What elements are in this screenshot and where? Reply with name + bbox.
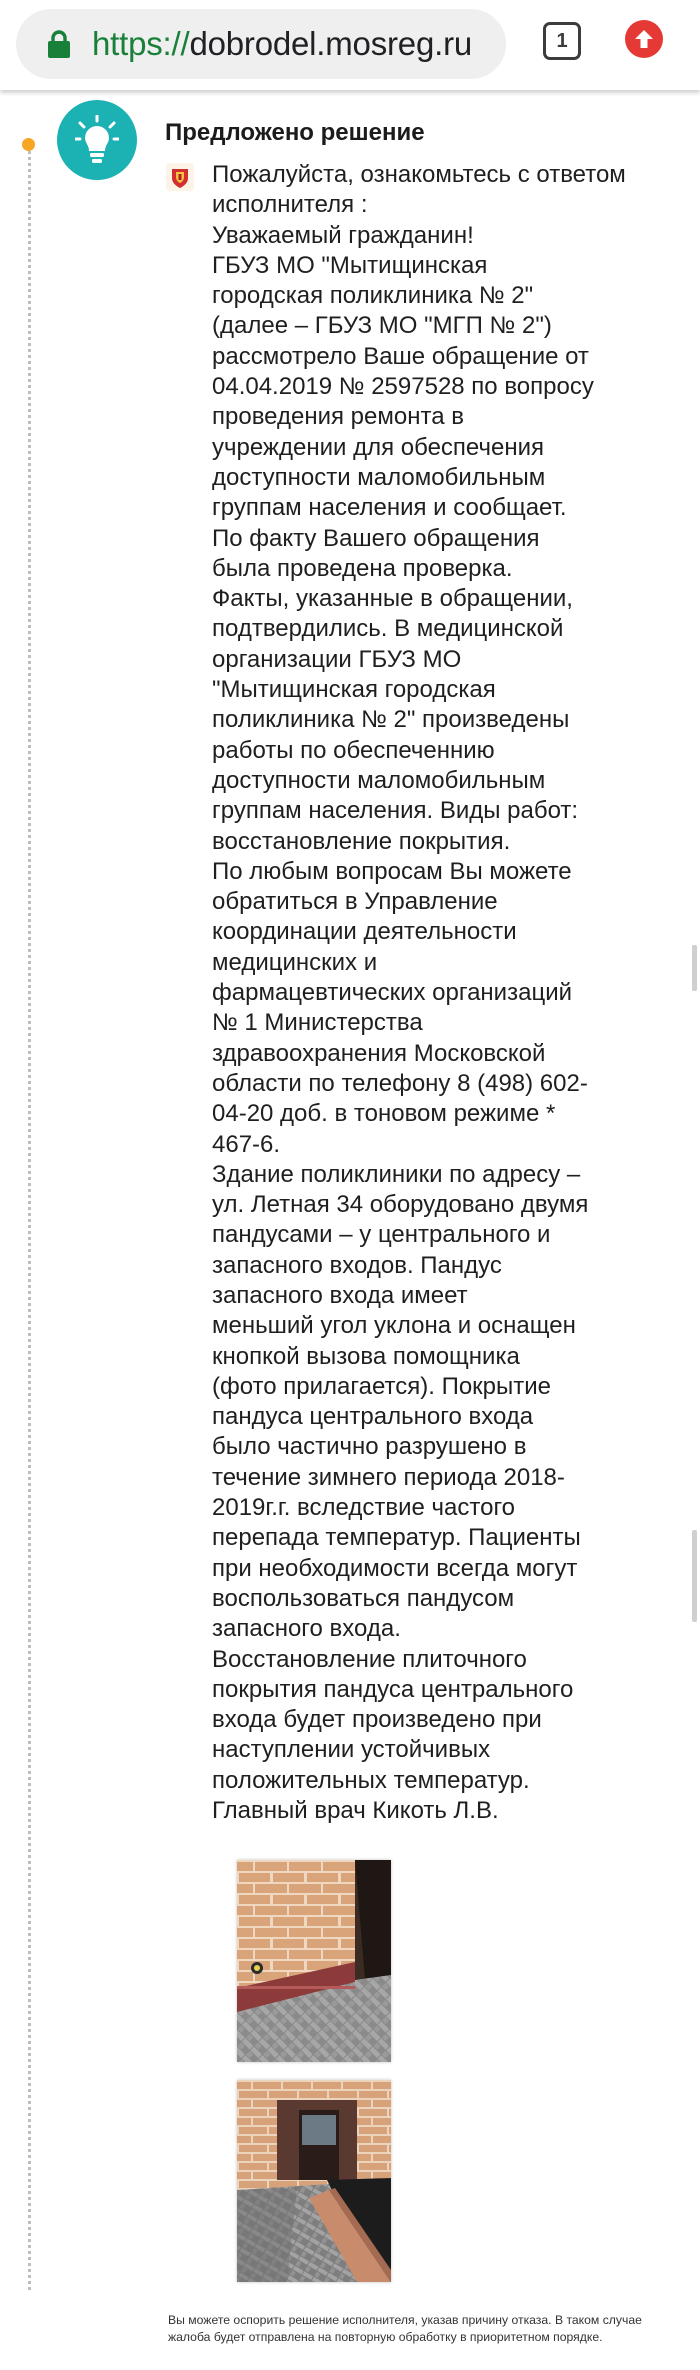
text-line: учреждении для обеспечения [212,433,544,461]
text-line: 04-20 доб. в тоновом режиме * [212,1100,556,1128]
text-line: запасного входа имеет [212,1281,468,1309]
text-line: пандуса центрального входа [212,1403,534,1431]
text-line: жалоба будет отправлена на повторную обработку в приоритетном порядке. [168,2330,603,2344]
text-line: По любым вопросам Вы можете [212,857,572,885]
scrollbar-thumb[interactable] [692,1530,697,1622]
answer-text [212,160,632,1826]
photo-ramp-wall-icon [237,1860,391,2062]
text-line: "Мытищинская городская [212,676,496,704]
text-line: (фото прилагается). Покрытие [212,1372,552,1400]
text-line: Главный врач Кикоть Л.В. [212,1797,499,1825]
text-line: доступности маломобильным [212,766,546,794]
text-line: ГБУЗ МО "Мытищинская [212,251,488,279]
text-line: По факту Вашего обращения [212,524,540,552]
attachment-photo-2[interactable] [237,2080,391,2282]
text-line: подтвердились. В медицинской [212,615,564,643]
url-host: dobrodel.mosreg.ru [189,25,473,62]
lock-icon [46,29,72,59]
text-line: входа будет произведено при [212,1706,542,1734]
text-line: № 1 Министерства [212,1009,423,1037]
text-line: Уважаемый гражданин! [212,221,474,249]
tab-switcher-button[interactable]: 1 [543,22,581,60]
address-bar[interactable] [16,9,506,79]
text-line: пандусами – у центрального и [212,1221,551,1249]
text-line: обратиться в Управление [212,888,498,916]
update-button[interactable] [625,20,663,58]
text-line: перепада температур. Пациенты [212,1524,581,1552]
text-line: при необходимости всегда могут [212,1554,578,1582]
lightbulb-icon [75,115,119,165]
text-line: запасного входа. [212,1615,401,1643]
text-line: фармацевтических организаций [212,979,572,1007]
url-scheme: https:// [92,25,190,62]
text-line: Вы можете оспорить решение исполнителя, указав причину отказа. В таком случае [168,2313,642,2327]
text-line: координации деятельности [212,918,517,946]
browser-toolbar [0,0,700,90]
text-line: меньший угол уклона и оснащен [212,1312,576,1340]
text-line: течение зимнего периода 2018- [212,1463,565,1491]
text-line: наступлении устойчивых [212,1736,491,1764]
status-icon [57,100,137,180]
text-line: рассмотрело Ваше обращение от [212,342,589,370]
text-line: ул. Летная 34 оборудовано двумя [212,1191,589,1219]
text-line: 2019г.г. вследствие частого [212,1494,516,1522]
text-line: группам населения. Виды работ: [212,797,579,825]
text-line: доступности маломобильным [212,463,546,491]
text-line: покрытия пандуса центрального [212,1675,574,1703]
footer-note [168,2312,688,2346]
photo-ramp-entrance-icon [237,2080,391,2282]
text-line: восстановление покрытия. [212,827,511,855]
text-line: Восстановление плиточного [212,1645,527,1673]
text-line: городская поликлиника № 2" [212,282,534,310]
text-line: медицинских и [212,948,378,976]
attachment-photo-1[interactable] [237,1860,391,2062]
text-line: проведения ремонта в [212,403,464,431]
text-line: группам населения и сообщает. [212,494,567,522]
text-line: Факты, указанные в обращении, [212,585,573,613]
text-line: запасного входов. Пандус [212,1251,502,1279]
text-line: кнопкой вызова помощника [212,1342,520,1370]
text-line: было частично разрушено в [212,1433,527,1461]
timeline-line [28,140,31,2290]
moscow-region-emblem-icon [166,163,194,191]
text-line: 467-6. [212,1130,281,1158]
timeline-dot [22,138,35,151]
text-line: Здание поликлиники по адресу – [212,1160,581,1188]
text-line: была проведена проверка. [212,554,513,582]
text-line: области по телефону 8 (498) 602- [212,1069,588,1097]
arrow-up-icon [632,27,656,51]
text-line: 04.04.2019 № 2597528 по вопросу [212,373,594,401]
text-line: поликлиника № 2" произведены [212,706,570,734]
text-line: работы по обеспеченнию [212,736,495,764]
text-line: здравоохранения Московской [212,1039,546,1067]
text-line: воспользоваться пандусом [212,1584,515,1612]
status-title: Предложено решение [165,119,425,146]
text-line: организации ГБУЗ МО [212,645,462,673]
text-line: положительных температур. [212,1766,530,1794]
text-line: Пожалуйста, ознакомьтесь с ответом [212,161,626,188]
text-line: исполнителя : [212,191,368,219]
url-text [92,24,472,64]
text-line: (далее – ГБУЗ МО "МГП № 2") [212,312,552,340]
scrollbar-thumb[interactable] [692,945,697,991]
